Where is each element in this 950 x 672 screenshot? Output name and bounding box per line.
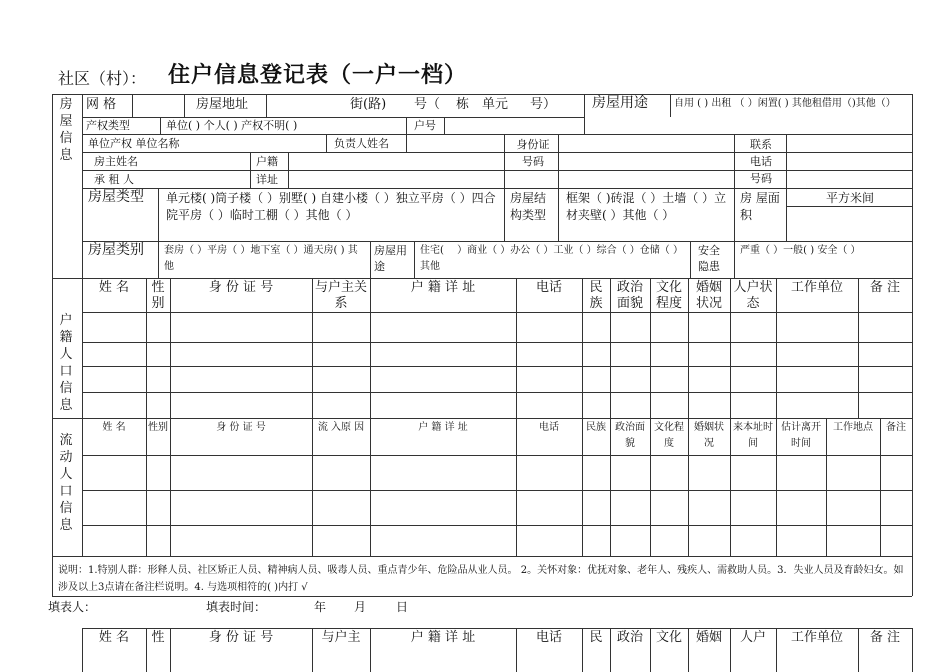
renter-label: 承 租 人 (94, 173, 134, 186)
liudong-header-10: 来本址时间 (733, 422, 773, 449)
bottom-header-6: 民 (589, 630, 603, 645)
bottom-header-10: 人户 (739, 630, 766, 645)
huji-header-3: 与户主关系 (314, 280, 367, 311)
day-label: 日 (396, 600, 409, 614)
id-number-label: 身份证号码 (516, 138, 550, 168)
dong-label: 栋 (456, 97, 470, 112)
house-category-options[interactable]: 套房（ ）平房（ ）地下室（ ）通天房( ) 其他 (164, 245, 358, 272)
huji-header-0: 姓 名 (98, 280, 130, 295)
huji-header-2: 身 份 证 号 (208, 280, 274, 295)
huji-header-10: 人户状态 (733, 280, 773, 311)
liudong-section-label: 流动人口信息 (59, 433, 73, 533)
street-label: 街(路) (350, 97, 387, 112)
area-label: 房 屋面积 (740, 191, 780, 222)
filler-label: 填表人： (48, 600, 97, 614)
grid-label: 网 格 (86, 97, 117, 112)
house-use-label: 房屋用途 (592, 95, 648, 111)
liudong-header-1: 性别 (148, 422, 168, 433)
house-type-options[interactable]: 单元楼( )筒子楼（ ）别墅( ) 自建小楼（ ）独立平房（ ）四合院平房（ ）临时工棚（ ）其他（ ） (166, 191, 496, 222)
bottom-header-9: 婚姻 (695, 630, 722, 645)
bottom-header-4: 户 籍 详 址 (410, 630, 476, 645)
house-section-label: 房屋信息 (59, 97, 73, 163)
area-unit: 平方米间 (825, 191, 874, 205)
huji-header-5: 电话 (535, 280, 562, 295)
safety-options[interactable]: 严重（ ）一般( ) 安全（ ） (740, 245, 861, 256)
liudong-header-7: 政治面貌 (615, 422, 645, 449)
responsible-label: 负责人姓名 (334, 137, 389, 150)
huji-header-1: 性别 (151, 280, 165, 311)
bottom-header-2: 身 份 证 号 (208, 630, 274, 645)
struct-label: 房屋结构类型 (510, 191, 547, 222)
owner-label: 房主姓名 (94, 155, 138, 168)
form-title: 住户信息登记表（一户一档） (168, 62, 468, 88)
household-label: 户号 (414, 119, 436, 132)
prop-type-label: 产权类型 (86, 119, 130, 132)
bottom-header-12: 备 注 (869, 630, 901, 645)
house-type-label: 房屋类型 (88, 189, 144, 205)
month-label: 月 (354, 600, 367, 614)
fill-time-label: 填表时间： (206, 600, 267, 614)
bottom-header-3: 与户主 (321, 630, 361, 645)
huji-header-11: 工作单位 (790, 280, 843, 295)
liudong-header-4: 户 籍 详 址 (418, 422, 468, 433)
bottom-header-0: 姓 名 (98, 630, 130, 645)
hao-label: 号（ (414, 97, 441, 112)
instructions-note: 说明：1.特别人群：形释人员、社区矫正人员、精神病人员、吸毒人员、重点青少年、危险品从业人员。 2。关怀对象：优抚对象、老年人、残疾人、需救助人员。3．失业人员及育龄妇女。如涉及以上3点请在备注栏说明。4. 与选项相符的( )内打 √ (58, 565, 904, 593)
liudong-header-3: 流 入原 因 (317, 422, 365, 433)
phone-label: 联系电话号码 (750, 138, 772, 185)
community-label: 社区（村）： (58, 69, 147, 88)
house-use-options[interactable]: 自用 ( ) 出租 （ ）闲置( ) 其他租借用（)其他（） (674, 98, 896, 109)
house-use2-options[interactable]: 住宅( ）商业（ ）办公（ ）工业（ ）综合（ ）仓储（ ）其他 (420, 245, 683, 272)
bottom-header-5: 电话 (535, 630, 562, 645)
bottom-header-1: 性 (151, 630, 165, 645)
unit-label: 单元 (482, 97, 509, 112)
prop-type-options[interactable]: 单位( ) 个人( ) 产权不明( ) (166, 119, 298, 132)
year-label: 年 (314, 600, 327, 614)
liudong-header-13: 备注 (886, 422, 906, 433)
address-label: 房屋地址 (196, 97, 249, 112)
huji-header-12: 备 注 (869, 280, 901, 295)
safety-label: 安全隐患 (698, 244, 720, 273)
liudong-header-5: 电话 (539, 422, 559, 433)
liudong-header-11: 估计离开时间 (781, 422, 821, 449)
prop-unit-label: 单位产权 单位名称 (88, 137, 180, 150)
huji-header-8: 文化程度 (655, 280, 682, 311)
struct-options[interactable]: 框架（ )砖混（ ）土墙（ ）立材夹壁( ）其他（ ） (566, 191, 727, 222)
liudong-header-9: 婚姻状况 (694, 422, 724, 449)
liudong-header-12: 工作地点 (833, 422, 873, 433)
hao2-label: 号） (530, 97, 557, 112)
liudong-header-2: 身 份 证 号 (216, 422, 266, 433)
bottom-header-8: 文化 (655, 630, 682, 645)
huji-header-7: 政治面貌 (616, 280, 643, 311)
liudong-header-0: 姓 名 (102, 422, 126, 433)
huji-header-9: 婚姻状况 (695, 280, 722, 311)
house-category-label: 房屋类别 (88, 242, 144, 258)
bottom-header-7: 政治 (616, 630, 643, 645)
huji-label: 户籍 (256, 155, 278, 168)
liudong-header-8: 文化程度 (654, 422, 684, 449)
huji-section-label: 户籍人口信息 (59, 313, 73, 413)
liudong-header-6: 民族 (586, 422, 606, 433)
huji-header-4: 户 籍 详 址 (410, 280, 476, 295)
bottom-header-11: 工作单位 (790, 630, 843, 645)
huji-header-6: 民族 (589, 280, 603, 311)
house-use2-label: 房屋用途 (374, 244, 407, 273)
detail-label: 详址 (256, 173, 278, 186)
